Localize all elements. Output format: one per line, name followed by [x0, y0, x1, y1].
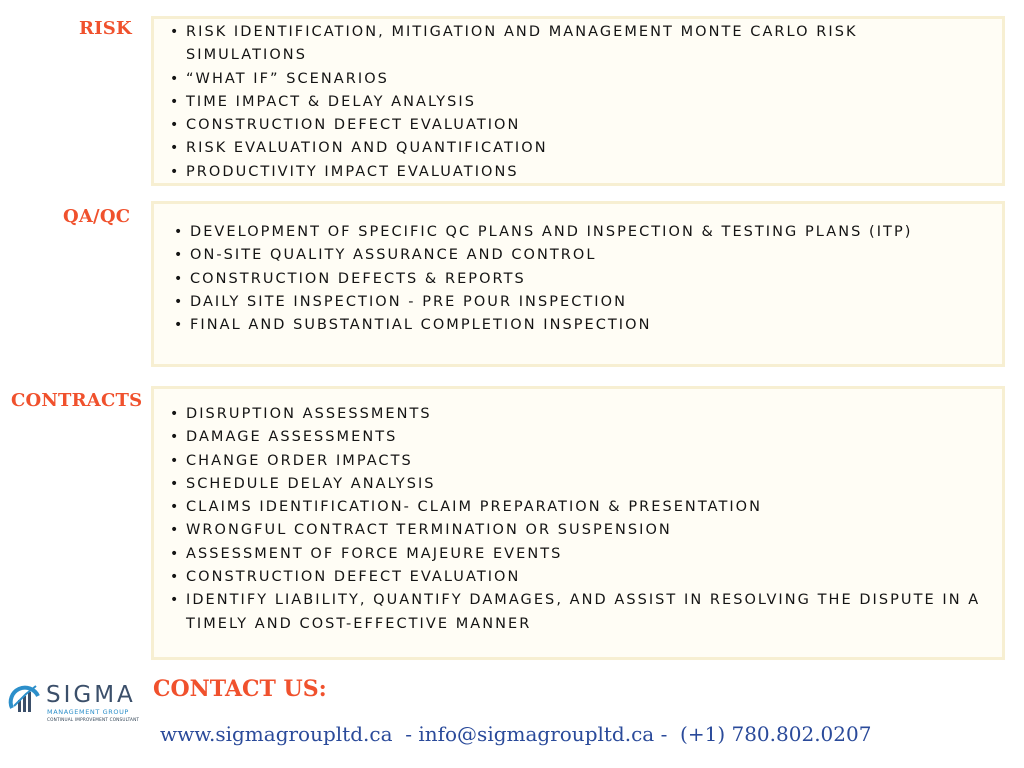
contracts-list: [170, 403, 990, 636]
list-item: • TIME IMPACT & DELAY ANALYSIS: [170, 91, 970, 114]
risk-list: [170, 21, 970, 184]
qaqc-box: [151, 201, 1005, 367]
sigma-globe-icon: [6, 682, 44, 716]
contracts-box: [151, 386, 1005, 660]
list-item: • CLAIMS IDENTIFICATION- CLAIM PREPARATION & PRESENTATION: [170, 496, 990, 519]
list-item: • FINAL AND SUBSTANTIAL COMPLETION INSPECTION: [174, 314, 974, 337]
list-item: • IDENTIFY LIABILITY, QUANTIFY DAMAGES, AND ASSIST IN RESOLVING THE DISPUTE IN A TIMELY AND COST-EFFECTIVE MANNER: [170, 589, 990, 636]
sigma-logo: [6, 668, 144, 726]
list-item: • DAILY SITE INSPECTION - PRE POUR INSPECTION: [174, 291, 974, 314]
qaqc-list: [174, 221, 974, 337]
list-item: • ON-SITE QUALITY ASSURANCE AND CONTROL: [174, 244, 974, 267]
list-item: • CONSTRUCTION DEFECT EVALUATION: [170, 566, 990, 589]
list-item: • RISK EVALUATION AND QUANTIFICATION: [170, 137, 970, 160]
logo-tagline: CONTINUAL IMPROVEMENT CONSULTANT: [47, 717, 140, 722]
list-item: • PRODUCTIVITY IMPACT EVALUATIONS: [170, 161, 970, 184]
list-item: • “WHAT IF” SCENARIOS: [170, 68, 970, 91]
risk-box: [151, 16, 1005, 186]
contact-title: CONTACT US:: [153, 676, 327, 702]
logo-wordmark: SIGMA: [46, 682, 136, 708]
list-item: • ASSESSMENT OF FORCE MAJEURE EVENTS: [170, 543, 990, 566]
list-item: • CHANGE ORDER IMPACTS: [170, 450, 990, 473]
list-item: • DAMAGE ASSESSMENTS: [170, 426, 990, 449]
list-item: • CONSTRUCTION DEFECTS & REPORTS: [174, 268, 974, 291]
list-item: • DEVELOPMENT OF SPECIFIC QC PLANS AND INSPECTION & TESTING PLANS (ITP): [174, 221, 974, 244]
list-item: • CONSTRUCTION DEFECT EVALUATION: [170, 114, 970, 137]
contracts-section-label: CONTRACTS: [11, 390, 143, 411]
list-item: • RISK IDENTIFICATION, MITIGATION AND MANAGEMENT MONTE CARLO RISK SIMULATIONS: [170, 21, 970, 68]
list-item: • WRONGFUL CONTRACT TERMINATION OR SUSPENSION: [170, 519, 990, 542]
logo-subtitle: MANAGEMENT GROUP: [47, 708, 129, 716]
risk-section-label: RISK: [79, 18, 132, 39]
contact-line[interactable]: www.sigmagroupltd.ca - info@sigmagroupltd.ca - (+1) 780.802.0207: [160, 722, 872, 746]
qaqc-section-label: QA/QC: [63, 206, 131, 227]
list-item: • SCHEDULE DELAY ANALYSIS: [170, 473, 990, 496]
list-item: • DISRUPTION ASSESSMENTS: [170, 403, 990, 426]
